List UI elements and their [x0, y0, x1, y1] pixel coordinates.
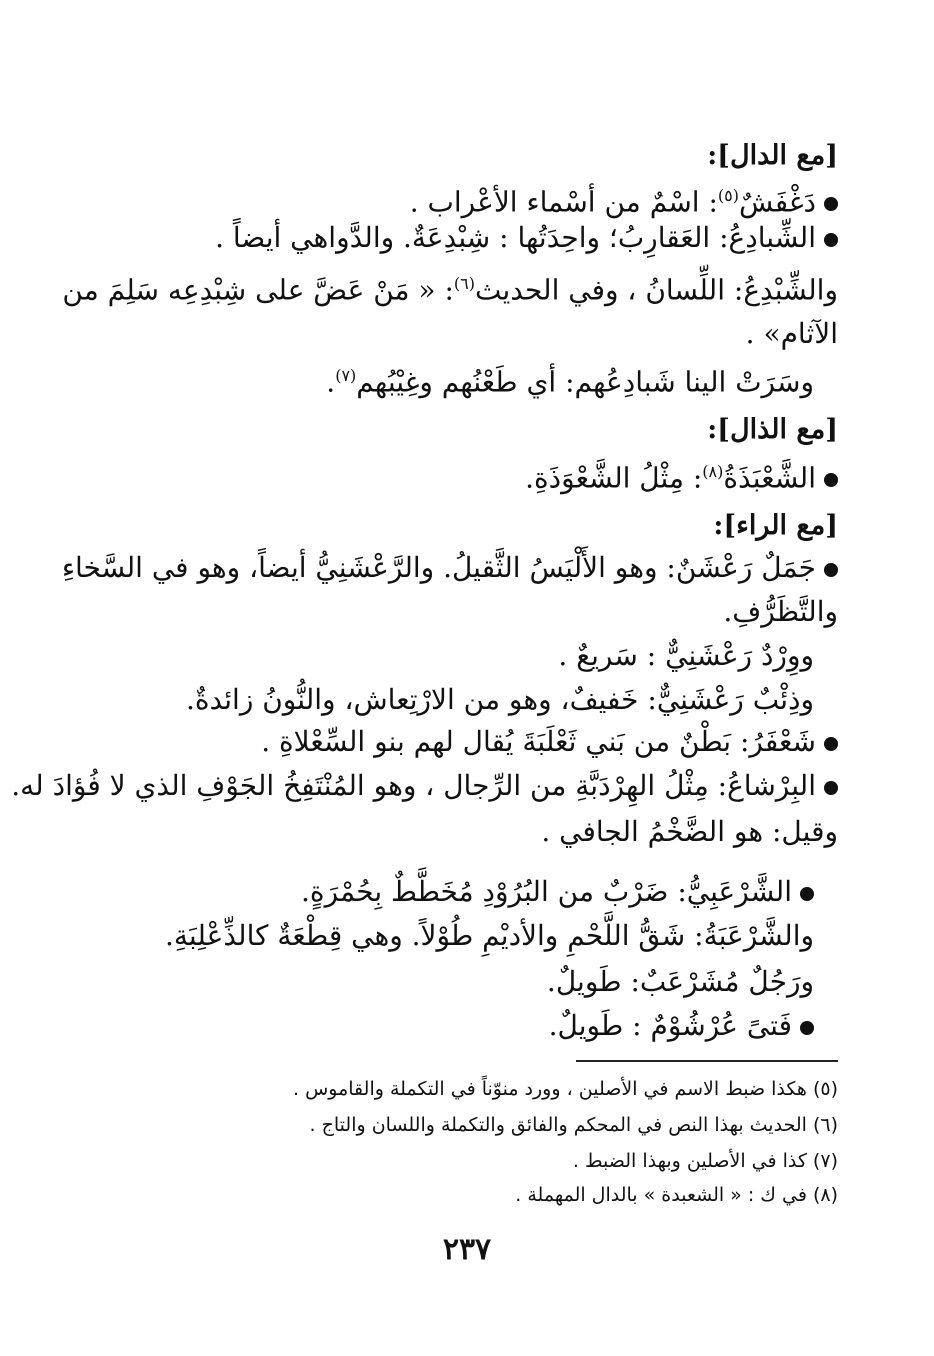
section-heading-dal: [مع الدال]:: [707, 140, 838, 171]
entry-sarat: [326, 356, 814, 402]
bullet-icon: [824, 473, 838, 487]
entry-text: الشِّبادِعُ: العَقارِبُ؛ واحِدَتُها : شِبْدِعَةٌ. والدَّواهي أيضاً .: [215, 221, 816, 254]
entry-text: : اسْمٌ من أسْماء الأعْراب .: [409, 185, 718, 219]
entry-shabadha: [525, 452, 838, 498]
entry-jamal-rashan: [61, 548, 838, 588]
entry-sharabi: [301, 872, 814, 912]
entry-continuation: وقيل: هو الضَّخْمُ الجافي .: [541, 815, 838, 848]
entry-text: جَمَلٌ رَعْشَنٌ: وهو الأَلْيَسُ الثَّقيلُ. والرَّعْشَنِيُّ أيضاً، وهو في السَّخاءِ: [61, 551, 816, 584]
footnote-ref[interactable]: (٥): [717, 186, 740, 205]
entry-text: البِرْشاعُ: مِثْلُ الهِرْدَبَّةِ من الرِّجال ، وهو المُنْتَفِخُ الجَوْفِ الذي لا فُؤادَ له.: [11, 769, 816, 802]
entry-urshum: [549, 1006, 814, 1046]
bullet-icon: [800, 887, 814, 901]
footnote-5: (٥) هكذا ضبط الاسم في الأصلين ، وورد منوّناً في التكملة والقاموس .: [293, 1078, 838, 1100]
entry-text: : « مَنْ عَضَّ على شِبْدِعِه سَلِمَ من: [62, 273, 454, 307]
footnote-ref[interactable]: (٨): [702, 462, 724, 481]
entry-text: والشِّبْدِعُ: اللِّسانُ ، وفي الحديث: [474, 273, 838, 307]
entry-continuation: والتَّظَرُّفِ.: [723, 595, 838, 628]
entry-text: شَعْفَرُ: بَطْنٌ من بَني ثَعْلَبَةَ يُقال لهم بنو السِّعْلاةِ .: [261, 725, 816, 758]
headword: الشَّعْبَذَةُ: [723, 461, 816, 495]
entry-continuation: الآثام» .: [745, 317, 838, 350]
entry-text: .: [326, 365, 336, 399]
entry-daghfash: [410, 176, 838, 222]
headword: دَغْفَشٌ: [739, 185, 816, 219]
entry-text: فَتىً عُرْشُوْمٌ : طَويلٌ.: [548, 1009, 792, 1042]
section-heading-dhal: [مع الذال]:: [707, 414, 838, 445]
bullet-icon: [824, 197, 838, 211]
footnote-ref[interactable]: (٧): [335, 366, 357, 385]
footnote-8: (٨) في ك : « الشعبدة » بالدال المهملة .: [515, 1184, 838, 1206]
entry-dhib: وذِئْبٌ رَعْشَنِيٌّ: خَفيفٌ، وهو من الارْتِعاش، والنُّونُ زائدةٌ.: [185, 683, 814, 716]
entry-birsha: [11, 766, 838, 806]
bullet-icon: [824, 563, 838, 577]
entry-shafar: [261, 722, 838, 762]
entry-musharab: ورَجُلٌ مُشَرْعَبٌ: طَويلٌ.: [546, 965, 814, 998]
entry-text: وسَرَتْ الينا شَبادِعُهم: أي طَعْنُهم وغِيْبُهم: [356, 365, 814, 399]
bullet-icon: [824, 781, 838, 795]
page-number: ٢٣٧: [442, 1232, 492, 1267]
bullet-icon: [800, 1021, 814, 1035]
entry-shibdi-tongue: [62, 264, 838, 310]
footnote-divider: [576, 1060, 838, 1062]
entry-text: : مِثْلُ الشَّعْوَذَةِ.: [525, 461, 703, 495]
section-heading-ra: [مع الراء]:: [713, 510, 838, 541]
entry-text: الشَّرْعَبِيُّ: ضَرْبٌ من البُرُوْدِ مُخَطَّطٌ بِحُمْرَةٍ.: [301, 875, 792, 908]
entry-wird: ووِرْدٌ رَعْشَنِيٌّ : سَريعٌ .: [558, 639, 814, 672]
entry-sharaba: والشَّرْعَبَةُ: شَقُّ اللَّحْمِ والأديْمِ طُوْلاً. وهي قِطْعَةٌ كالذِّعْلِبَةِ.: [165, 919, 814, 952]
footnote-ref[interactable]: (٦): [453, 274, 475, 293]
bullet-icon: [824, 737, 838, 751]
footnote-6: (٦) الحديث بهذا النص في المحكم والفائق والتكملة واللسان والتاج .: [309, 1114, 838, 1136]
footnote-7: (٧) كذا في الأصلين وبهذا الضبط .: [572, 1150, 838, 1172]
bullet-icon: [824, 233, 838, 247]
entry-shabadi: [215, 218, 838, 258]
